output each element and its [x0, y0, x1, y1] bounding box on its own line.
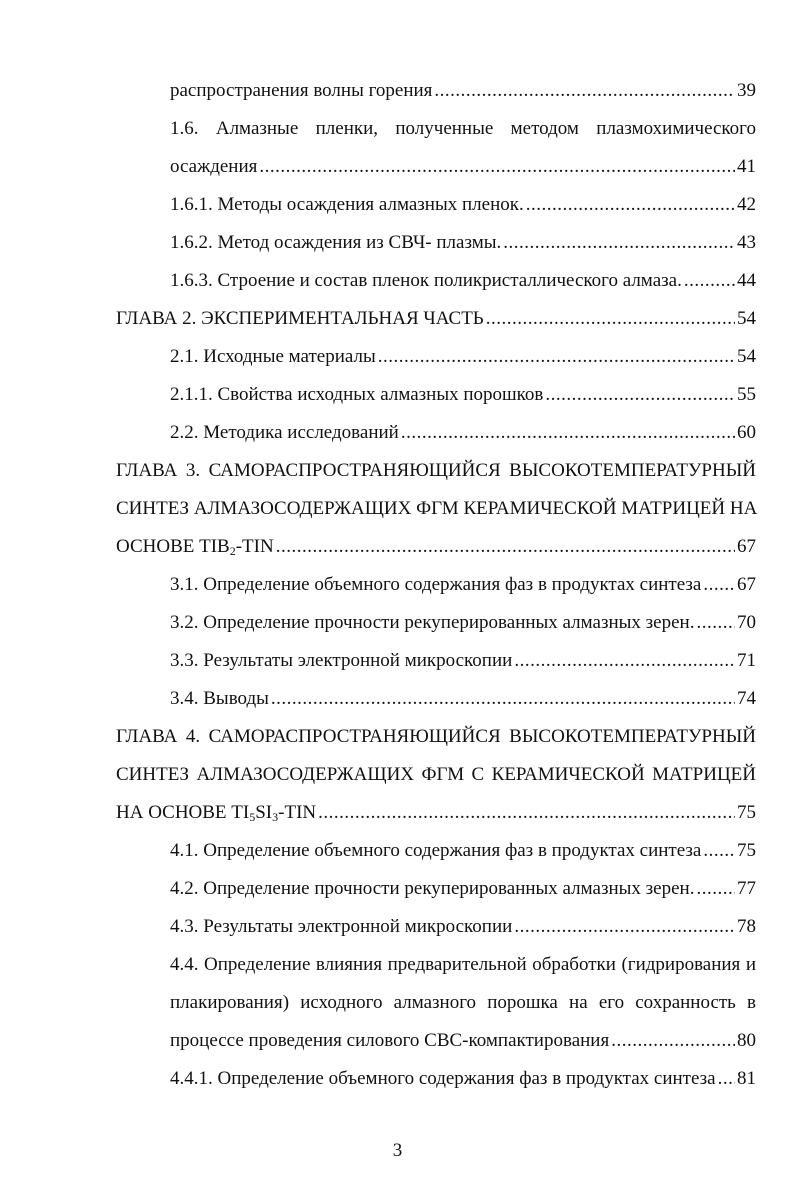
title-part: -TIN — [235, 536, 274, 557]
toc-entry — [170, 156, 756, 186]
toc-entry-title: 4.2. Определение прочности рекуперированных алмазных зерен. — [170, 878, 695, 899]
toc-entry-page: 75 — [737, 802, 756, 823]
toc-entry-page: 44 — [737, 270, 756, 291]
toc-entry-title-line: 4.4. Определение влияния предварительной обработки (гидрирования и — [170, 954, 756, 975]
toc-entry-title: процессе проведения силового СВС-компактирования — [170, 1030, 610, 1051]
toc-entry-title: осаждения — [170, 156, 258, 177]
toc-chapter-title-line: ГЛАВА 3. САМОРАСПРОСТРАНЯЮЩИЙСЯ ВЫСОКОТЕМПЕРАТУРНЫЙ — [116, 460, 756, 481]
toc-entry — [170, 384, 756, 414]
toc-entry-title-line: 1.6. Алмазные пленки, полученные методом плазмохимического — [170, 118, 756, 139]
toc-entry — [170, 650, 756, 680]
title-part: НА ОСНОВЕ TI — [116, 802, 250, 823]
toc-leader — [434, 80, 735, 102]
toc-leader — [696, 612, 735, 634]
toc-entry-page: 60 — [737, 422, 756, 443]
toc-entry — [170, 1030, 756, 1060]
toc-entry-page: 54 — [737, 346, 756, 367]
toc-entry — [170, 346, 756, 376]
toc-entry — [170, 80, 756, 110]
toc-entry-title: распространения волны горения — [170, 80, 433, 101]
toc-leader — [718, 1068, 735, 1090]
toc-entry-title — [116, 536, 274, 558]
toc-leader — [684, 270, 735, 292]
toc-entry — [170, 194, 756, 224]
toc-chapter-title-line: СИНТЕЗ АЛМАЗОСОДЕРЖАЩИХ ФГМ С КЕРАМИЧЕСКОЙ МАТРИЦЕЙ — [116, 764, 756, 785]
toc-entry-page: 74 — [737, 688, 756, 709]
toc-entry — [170, 916, 756, 946]
toc-leader — [611, 1030, 735, 1052]
toc-entry-page: 42 — [737, 194, 756, 215]
toc-entry-title: ГЛАВА 2. ЭКСПЕРИМЕНТАЛЬНАЯ ЧАСТЬ — [116, 308, 484, 329]
toc-entry-title: 2.1.1. Свойства исходных алмазных порошков — [170, 384, 544, 405]
toc-leader — [486, 308, 735, 330]
subscript: 5 — [249, 810, 256, 824]
toc-entry — [170, 574, 756, 604]
toc-leader — [545, 384, 735, 406]
toc-entry-page: 81 — [737, 1068, 756, 1089]
subscript: 3 — [272, 810, 279, 824]
toc-entry-title: 3.4. Выводы — [170, 688, 269, 709]
toc-entry-page: 78 — [737, 916, 756, 937]
toc-leader — [703, 574, 735, 596]
toc-entry — [170, 422, 756, 452]
toc-entry-page: 54 — [737, 308, 756, 329]
toc-entry — [170, 840, 756, 870]
toc-leader — [514, 650, 735, 672]
toc-entry-page: 43 — [737, 232, 756, 253]
toc-entry — [170, 612, 756, 642]
toc-leader — [703, 840, 735, 862]
subscript: 2 — [229, 544, 236, 558]
toc-entry — [170, 878, 756, 908]
toc-leader — [259, 156, 735, 178]
toc-leader — [318, 802, 735, 824]
toc-chapter-entry — [116, 536, 756, 566]
toc-entry-title: 3.3. Результаты электронной микроскопии — [170, 650, 513, 671]
title-part: ОСНОВЕ TIB — [116, 536, 230, 557]
toc-entry-title: 3.1. Определение объемного содержания фаз в продуктах синтеза — [170, 574, 702, 595]
page-number: 3 — [392, 1140, 403, 1161]
toc-entry-title: 3.2. Определение прочности рекуперированных алмазных зерен. — [170, 612, 695, 633]
toc-leader — [378, 346, 735, 368]
toc-entry-page: 80 — [737, 1030, 756, 1051]
toc-leader — [276, 536, 735, 558]
toc-entry-page: 71 — [737, 650, 756, 671]
toc-entry-page: 67 — [737, 574, 756, 595]
toc-leader — [503, 232, 735, 254]
toc-entry-title: 2.2. Методика исследований — [170, 422, 399, 443]
toc-leader — [514, 916, 735, 938]
toc-leader — [696, 878, 735, 900]
toc-entry-title: 4.3. Результаты электронной микроскопии — [170, 916, 513, 937]
toc-entry-title — [116, 802, 316, 824]
toc-chapter-title-line: ГЛАВА 4. САМОРАСПРОСТРАНЯЮЩИЙСЯ ВЫСОКОТЕМПЕРАТУРНЫЙ — [116, 726, 756, 747]
toc-entry-title: 1.6.3. Строение и состав пленок поликристаллического алмаза. — [170, 270, 682, 291]
toc-entry — [170, 270, 756, 300]
toc-leader — [526, 194, 735, 216]
toc-leader — [401, 422, 735, 444]
toc-entry-title: 1.6.1. Методы осаждения алмазных пленок. — [170, 194, 524, 215]
toc-chapter-entry — [116, 308, 756, 338]
title-part: SI — [255, 802, 273, 823]
title-part: -TIN — [278, 802, 317, 823]
toc-entry — [170, 1068, 756, 1098]
toc-entry-page: 67 — [737, 536, 756, 557]
toc-entry-page: 55 — [737, 384, 756, 405]
toc-chapter-entry — [116, 802, 756, 832]
toc-entry-page: 77 — [737, 878, 756, 899]
toc-leader — [271, 688, 735, 710]
toc-entry — [170, 232, 756, 262]
toc-entry-title: 2.1. Исходные материалы — [170, 346, 376, 367]
toc-entry-title-line: плакирования) исходного алмазного порошка на его сохранность в — [170, 992, 756, 1013]
toc-entry-title: 1.6.2. Метод осаждения из СВЧ- плазмы. — [170, 232, 502, 253]
toc-entry — [170, 688, 756, 718]
toc-entry-title: 4.4.1. Определение объемного содержания фаз в продуктах синтеза — [170, 1068, 716, 1089]
toc-entry-page: 70 — [737, 612, 756, 633]
toc-entry-page: 75 — [737, 840, 756, 861]
toc-chapter-title-line: СИНТЕЗ АЛМАЗОСОДЕРЖАЩИХ ФГМ КЕРАМИЧЕСКОЙ МАТРИЦЕЙ НА — [116, 498, 758, 519]
toc-entry-page: 39 — [737, 80, 756, 101]
toc-entry-page: 41 — [737, 156, 756, 177]
toc-entry-title: 4.1. Определение объемного содержания фаз в продуктах синтеза — [170, 840, 702, 861]
